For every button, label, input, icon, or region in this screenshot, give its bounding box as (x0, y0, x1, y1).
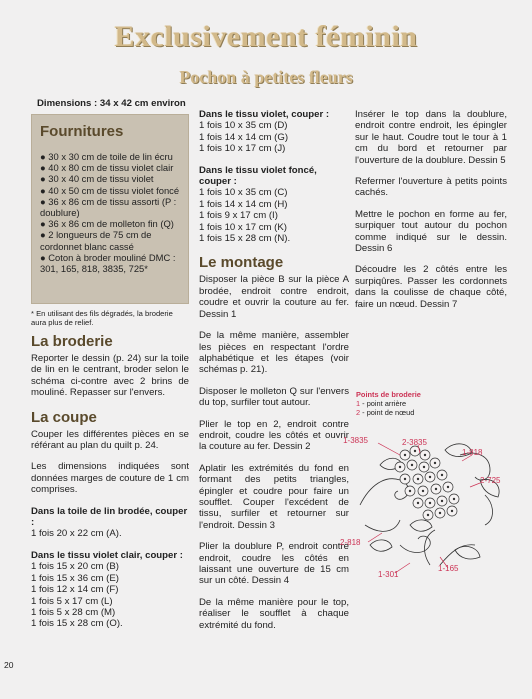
embroidery-diagram (340, 425, 510, 585)
list-item: ● Coton à broder mouliné DMC : 301, 165, 818, 3835, 725* (40, 251, 176, 275)
list-item: ● 40 x 50 cm de tissu violet foncé (40, 184, 180, 196)
column-3 (355, 109, 507, 310)
cut-group-title: Dans le tissu violet clair, couper : (31, 549, 183, 561)
flower-cluster (395, 446, 459, 520)
diagram-label: 1-818 (462, 448, 483, 457)
cut-line: 1 fois 10 x 17 cm (J) (199, 143, 286, 155)
coupe-text-1: Couper les différentes pièces en se référant au plan du quilt p. 24. (31, 428, 189, 452)
column-2 (199, 109, 349, 631)
montage-para: Disposer le molleton Q sur l'envers du top, surfiler tout autour. (199, 385, 349, 409)
cut-line: 1 fois 12 x 14 cm (F) (31, 584, 119, 596)
cut-line: 1 fois 20 x 22 cm (A). (31, 528, 122, 540)
list-item: ● 36 x 86 cm de molleton fin (Q) (40, 218, 174, 230)
column-1 (37, 98, 195, 109)
cut-line: 1 fois 9 x 17 cm (I) (199, 210, 278, 222)
montage-para: Aplatir les extrémités du fond en formant des petits triangles, épingler et coudre pour faire un soufflet. Couper l'excédent de tissu, surfiler et retourner sur l'endroit. Dessin 3 (199, 462, 349, 531)
list-item: ● 40 x 80 cm de tissu violet clair (40, 162, 174, 174)
stitch-legend (356, 390, 421, 417)
coupe-text-2: Les dimensions indiquées sont données marges de couture de 1 cm comprises. (31, 461, 189, 496)
page-title: Exclusivement féminin (114, 20, 418, 53)
montage-para: Disposer la pièce B sur la pièce A brodée, endroit contre endroit, coudre et ouvrir la couture au fer. Dessin 1 (199, 274, 349, 320)
fournitures-heading: Fournitures (40, 123, 124, 140)
cut-group-title: Dans le tissu violet, couper : (199, 109, 330, 120)
dimensions: Dimensions : 34 x 42 cm environ (37, 98, 186, 109)
cut-line: 1 fois 14 x 14 cm (H) (199, 198, 288, 210)
diagram-label: 2-725 (480, 476, 501, 485)
cut-line: 1 fois 15 x 28 cm (O). (31, 618, 123, 630)
list-item: ● 30 x 30 cm de toile de lin écru (40, 151, 173, 162)
broderie-heading: La broderie (31, 333, 113, 350)
montage-para: De la même manière pour le top, réaliser le soufflet à chaque extrémité du fond. (199, 596, 349, 631)
fournitures-box (31, 114, 189, 304)
leaf (370, 540, 392, 551)
legend-item: 1 - point arrière (356, 399, 407, 408)
fournitures-list (40, 151, 190, 274)
col3-para: Mettre le pochon en forme au fer, surpiquer tout autour du pochon comme indiqué sur le dessin. Dessin 6 (355, 208, 507, 255)
cut-line: 1 fois 15 x 20 cm (B) (31, 561, 119, 573)
page-subtitle: Pochon à petites fleurs (179, 67, 353, 87)
list-item: ● 36 x 86 cm de tissu assorti (P : doublure) (40, 195, 177, 219)
diagram-label: 2-818 (340, 538, 361, 547)
col3-para: Découdre les 2 côtés entre les surpiqûres. Passer les cordonnets dans la coulisse de chaque côté, faire un nœud. Dessin 7 (355, 264, 507, 310)
cut-line: 1 fois 5 x 17 cm (L) (31, 595, 113, 607)
cut-group-title: Dans le tissu violet foncé, couper : (199, 164, 317, 188)
montage-para: Plier la doublure P, endroit contre endroit, coudre les côtés en laissant une ouverture de 15 cm sur un côté. Dessin 4 (199, 541, 349, 587)
cut-line: 1 fois 5 x 28 cm (M) (31, 606, 116, 618)
col3-para: Refermer l'ouverture à petits points cachés. (355, 176, 507, 199)
page-number: 20 (4, 660, 14, 670)
diagram-label: 1-3835 (343, 436, 368, 445)
cut-line: 1 fois 15 x 36 cm (E) (31, 572, 119, 584)
leaf (410, 520, 432, 531)
column-1-lower (31, 309, 189, 630)
broderie-text: Reporter le dessin (p. 24) sur la toile de lin en le centrant, broder selon le schéma ci-contre avec 2 brins de mouliné. Repasser sur l'envers. (31, 353, 189, 399)
list-item: ● 30 x 40 cm de tissu violet (40, 173, 154, 185)
cut-line: 1 fois 15 x 28 cm (N). (199, 233, 291, 245)
cut-line: 1 fois 10 x 35 cm (D) (199, 120, 288, 132)
coupe-heading: La coupe (31, 408, 97, 426)
list-item: ● 2 longueurs de 75 cm de cordonnet blanc cassé (40, 229, 152, 252)
legend-title: Points de broderie (356, 390, 421, 399)
diagram-label: 1-301 (378, 570, 399, 579)
col3-para: Insérer le top dans la doublure, endroit contre endroit, les épingler sur le haut. Coudre tout le tour à 1 cm du bord et retourner par l'ouverture de la doublure. Dessin 5 (355, 109, 507, 166)
diagram-label: 2-3835 (402, 438, 427, 447)
diagram-label: 1-165 (438, 564, 459, 573)
cut-line: 1 fois 10 x 35 cm (C) (199, 187, 288, 199)
legend-item: 2 - point de nœud (356, 408, 415, 417)
montage-para: De la même manière, assembler les pièces en respectant l'ordre alphabétique et les étapes (voir schémas p. 21). (199, 330, 349, 376)
cut-group-title: Dans la toile de lin brodée, couper : (31, 505, 188, 529)
montage-para: Plier le top en 2, endroit contre endroit, coudre les côtés et ouvrir la couture au fer. Dessin 2 (199, 418, 349, 453)
cut-line: 1 fois 10 x 17 cm (K) (199, 221, 287, 233)
footnote: * En utilisant des fils dégradés, la broderie aura plus de relief. (31, 309, 173, 327)
cut-line: 1 fois 14 x 14 cm (G) (199, 131, 289, 143)
montage-heading: Le montage (199, 254, 284, 272)
